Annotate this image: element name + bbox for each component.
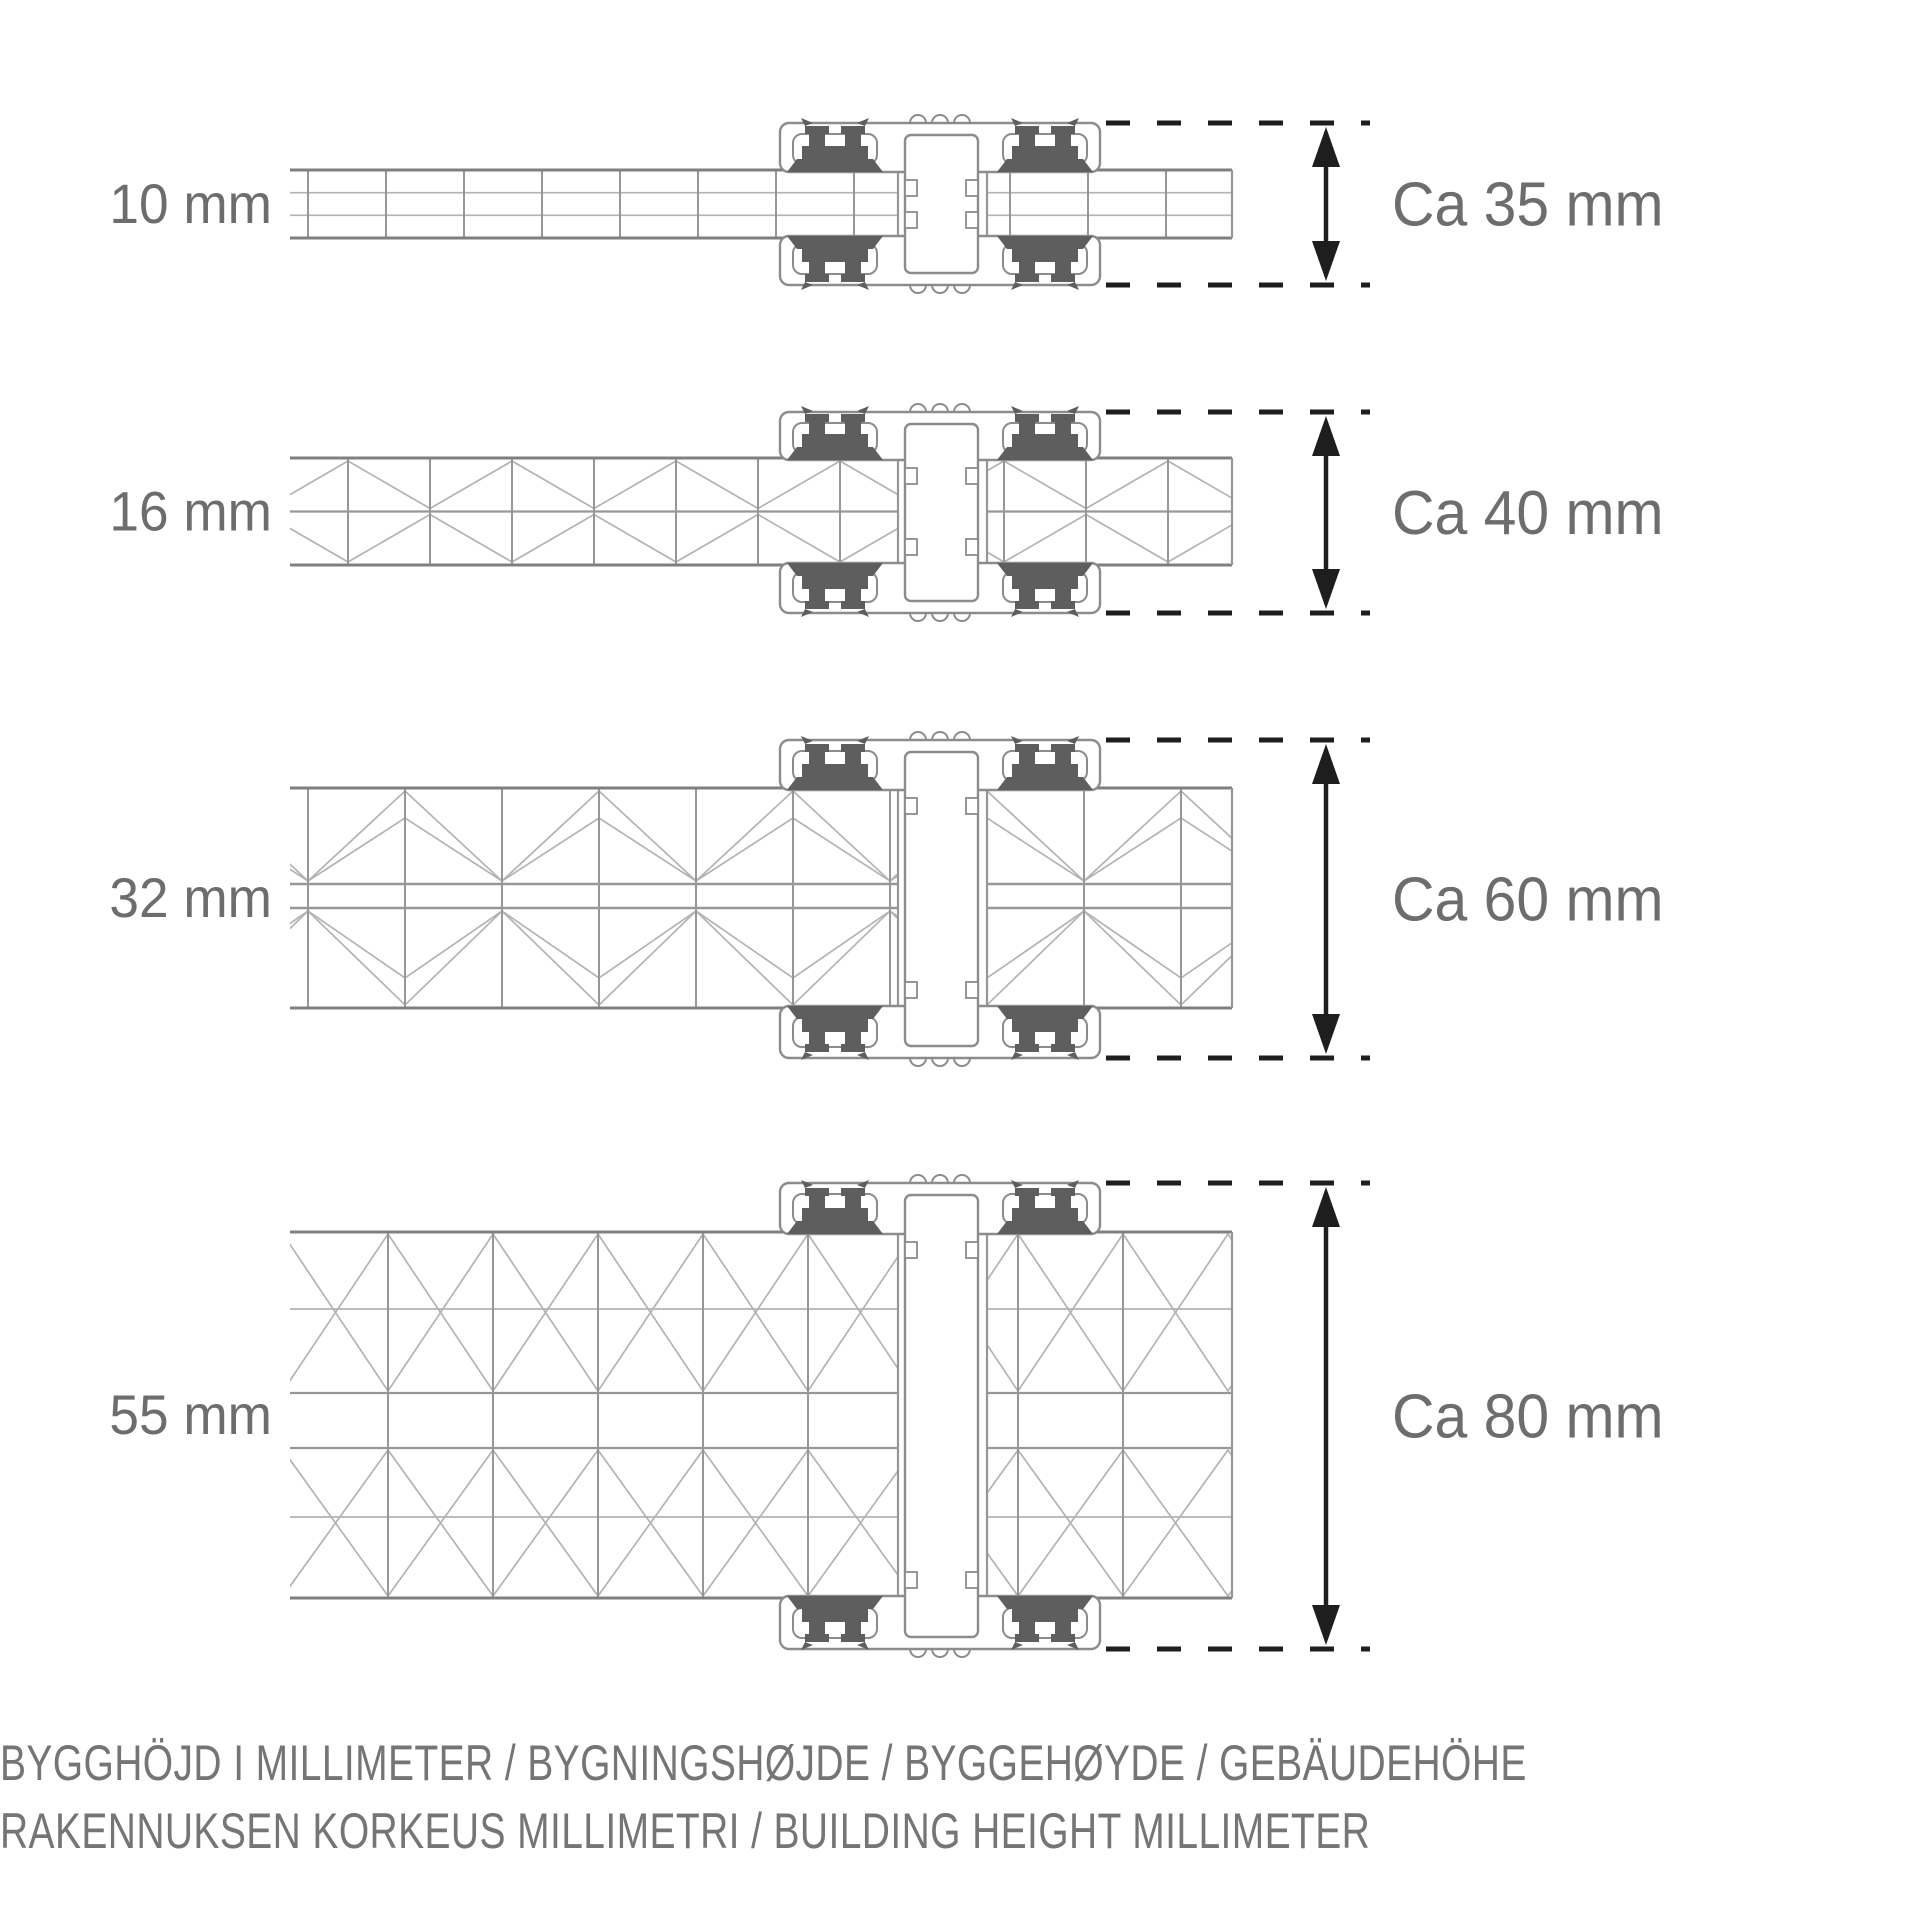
panel-pair	[290, 170, 1232, 238]
build-height-label: Ca 80 mm	[1392, 1381, 1664, 1451]
row-16mm	[102, 404, 1664, 621]
arrowhead-up-icon	[1312, 1187, 1340, 1227]
dimension	[1106, 1183, 1370, 1649]
row-10mm	[109, 115, 1663, 293]
row-55mm	[73, 1175, 1664, 1657]
build-height-label: Ca 35 mm	[1392, 169, 1664, 239]
dimension	[1106, 123, 1370, 285]
arrowhead-up-icon	[1312, 416, 1340, 456]
row-32mm	[109, 732, 1663, 1066]
arrowhead-up-icon	[1312, 127, 1340, 167]
footer-line-2: RAKENNUKSEN KORKEUS MILLIMETRI / BUILDING HEIGHT MILLIMETER	[0, 1803, 1371, 1859]
build-height-label: Ca 60 mm	[1392, 864, 1664, 934]
arrowhead-down-icon	[1312, 1014, 1340, 1054]
arrowhead-up-icon	[1312, 744, 1340, 784]
thickness-label: 55 mm	[109, 1383, 272, 1447]
joining-profile	[780, 115, 1100, 293]
joining-profile	[780, 732, 1100, 1066]
panel-pair	[102, 458, 1414, 565]
footer-line-1: BYGGHÖJD I MILLIMETER / BYGNINGSHØJDE / BYGGEHØYDE / GEBÄUDEHÖHE	[0, 1735, 1527, 1791]
panel-pair	[73, 1232, 1438, 1598]
arrowhead-down-icon	[1312, 1605, 1340, 1645]
thickness-label: 32 mm	[109, 866, 272, 930]
panel-pair	[114, 788, 1375, 1008]
build-height-label: Ca 40 mm	[1392, 477, 1664, 548]
joining-profile	[780, 1175, 1100, 1657]
thickness-label: 10 mm	[109, 172, 272, 236]
thickness-label: 16 mm	[109, 480, 272, 543]
arrowhead-down-icon	[1312, 569, 1340, 609]
arrowhead-down-icon	[1312, 241, 1340, 281]
